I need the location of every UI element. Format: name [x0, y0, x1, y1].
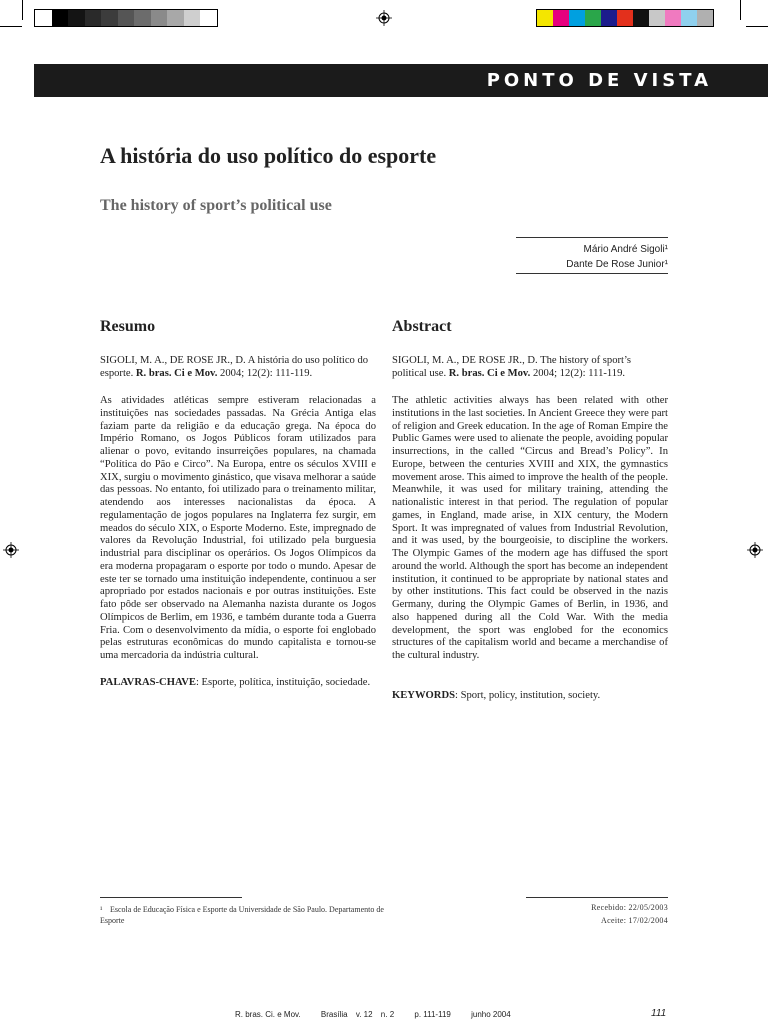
citation-tail: 2004; 12(2): 111-119. — [217, 367, 313, 379]
accepted-date: Aceite: 17/02/2004 — [601, 916, 668, 925]
footer-volume: v. 12 — [355, 1010, 373, 1019]
submission-dates — [591, 901, 668, 927]
page-footer — [235, 1010, 529, 1019]
color-swatch — [665, 10, 681, 26]
resumo-citation — [100, 355, 376, 380]
gray-swatch — [200, 10, 217, 26]
resumo-column — [100, 318, 376, 690]
abstract-column — [392, 318, 668, 703]
gray-swatch — [101, 10, 118, 26]
citation-tail: 2004; 12(2): 111-119. — [530, 367, 626, 379]
author-rule-top — [516, 237, 668, 238]
gray-swatch — [118, 10, 135, 26]
color-calibration-bar — [536, 9, 714, 27]
resumo-body: As atividades atléticas sempre estiveram relacionadas a instituições nas sociedades passadas. Na Grécia Antiga elas faziam parte da religião e da educação grega. Na época do Império Romano, os Jogos Públicos foram utilizados para alienar o povo, evitando insurreições populares, na chamada “Política do Pão e Circo”. Na Europa, entre os séculos XVIII e XIX, surgiu o movimento ginástico, que visava melhorar a saúde das pessoas. No entanto, foi utilizado para o treinamento militar, atendendo aos interesses nacionalistas da época. A regulamentação de jogos populares na Inglaterra fez surgir, em meados do século XIX, o Esporte Moderno. Este, impregnado de valores da Revolução Industrial, foi utilizado pela burguesia industrial para disciplinar os operários. Os Jogos Olímpicos da era moderna propagaram o esporte por todo o mundo. Apesar de este ter se tornado uma instituição independente, continuou a ser apropriado por estados nacionais e por outras instituições. Este fato pôde ser observado na Alemanha nazista durante os Jogos Olímpicos de Berlim, em 1936, e também durante toda a Guerra Fria. Com o desenvolvimento da mídia, o esporte foi englobado pelas estruturas econômicas do mundo capitalista e tornou-se uma mercadoria da indústria cultural. — [100, 395, 376, 662]
author-name: Mário André Sigoli¹ — [583, 244, 668, 255]
registration-mark-icon — [376, 10, 392, 26]
gray-swatch — [184, 10, 201, 26]
resumo-keywords — [100, 677, 376, 690]
footer-date: junho 2004 — [471, 1010, 511, 1019]
footer-pages: p. 111-119 — [414, 1010, 451, 1019]
article-title: A história do uso político do esporte — [100, 143, 437, 168]
color-swatch — [617, 10, 633, 26]
crop-mark — [740, 0, 741, 20]
footnote-text: Escola de Educação Física e Esporte da Universidade de São Paulo. Departamento de Esporte — [100, 905, 384, 925]
gray-swatch — [35, 10, 52, 26]
color-swatch — [633, 10, 649, 26]
abstract-body: The athletic activities always has been related with other institutions in the last societies. In Ancient Greece they were part of religion and Greek education. In the age of Roman Empire the Public Games were used to alienate the people, avoiding popular insurrections, in the called “Circus and Bread’s Policy”. In Europe, between the centuries XVIII and XIX, the gymnastics movement arose. This aimed to improve the health of the people. Meanwhile, it was used for military training, attending the nationalistic interest in that period. The regulation of popular games, in England, made arise, in XIX century, the Modern Sport. It was impregnated of values from Industrial Revolution, and it was used, by the bourgeoisie, to discipline the workers. The Olympic Games of the modern age has diffused the sport around the world. Although the sport has become an independent institution, it continued to be appropriate by national states and by other institutions. This fact could be observed in the nazis Germany, during the Olympic Games of Berlin, in 1936, and also happened during all the Cold War. With the media development, the sport was englobed for the economics structures of the capitalism world and became a merchandise of the cultural industry. — [392, 395, 668, 662]
crop-mark — [22, 0, 23, 20]
footnote — [100, 905, 390, 926]
color-swatch — [601, 10, 617, 26]
registration-mark-icon — [3, 542, 19, 558]
gray-swatch — [85, 10, 102, 26]
gray-swatch — [167, 10, 184, 26]
gray-swatch — [52, 10, 69, 26]
color-swatch — [649, 10, 665, 26]
gray-swatch — [134, 10, 151, 26]
gray-swatch — [151, 10, 168, 26]
gray-swatch — [68, 10, 85, 26]
footnote-number: ¹ — [100, 905, 103, 914]
received-date: Recebido: 22/05/2003 — [591, 903, 668, 912]
keywords-text: : Sport, policy, institution, society. — [454, 689, 601, 701]
color-swatch — [681, 10, 697, 26]
author-rule-bottom — [516, 273, 668, 274]
keywords-text: : Esporte, política, instituição, sociedade. — [195, 676, 371, 688]
abstract-heading: Abstract — [392, 318, 452, 335]
citation-text: SIGOLI, M. A., DE ROSE JR., D. A história do uso político do esporte. — [100, 355, 369, 379]
section-banner — [34, 64, 768, 97]
footer-number: n. 2 — [380, 1010, 395, 1019]
abstract-keywords — [392, 690, 668, 703]
grayscale-calibration-bar — [34, 9, 218, 27]
keywords-label: PALAVRAS-CHAVE — [100, 676, 196, 688]
dates-rule — [526, 897, 668, 898]
registration-mark-icon — [747, 542, 763, 558]
color-swatch — [585, 10, 601, 26]
author-name: Dante De Rose Junior¹ — [566, 259, 668, 270]
footer-journal: R. bras. Ci. e Mov. — [235, 1010, 301, 1019]
color-swatch — [537, 10, 553, 26]
crop-mark — [746, 26, 768, 27]
citation-text: SIGOLI, M. A., DE ROSE JR., D. The history of sport’s political use. — [392, 355, 632, 379]
keywords-label: KEYWORDS — [392, 689, 455, 701]
footer-city: Brasília — [320, 1010, 348, 1019]
author-list — [566, 242, 668, 272]
color-swatch — [697, 10, 713, 26]
color-swatch — [553, 10, 569, 26]
color-swatch — [569, 10, 585, 26]
footnote-rule — [100, 897, 242, 898]
section-label: PONTO DE VISTA — [486, 70, 712, 91]
citation-journal: R. bras. Ci e Mov. — [135, 367, 218, 379]
page-number: 111 — [651, 1008, 667, 1019]
abstract-citation — [392, 355, 668, 380]
citation-journal: R. bras. Ci e Mov. — [448, 367, 531, 379]
resumo-heading: Resumo — [100, 318, 156, 335]
crop-mark — [0, 26, 22, 27]
article-subtitle: The history of sport’s political use — [100, 197, 332, 214]
